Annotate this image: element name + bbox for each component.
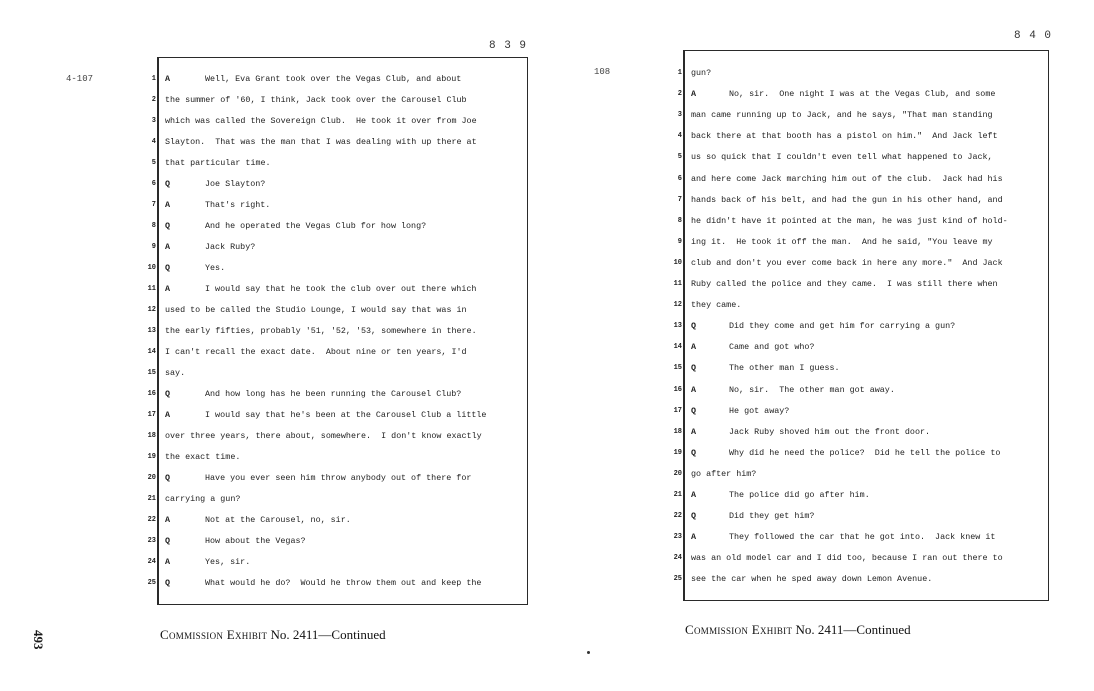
transcript-line: [147, 531, 527, 551]
speaker-label: Q: [691, 363, 697, 374]
line-text: they came.: [691, 300, 742, 311]
speaker-label: Q: [691, 405, 697, 416]
right-caption-rest: No. 2411—Continued: [795, 622, 911, 637]
transcript-line: [147, 405, 527, 425]
speaker-label: A: [165, 74, 171, 84]
line-number: 25: [673, 575, 682, 584]
line-number: 4: [151, 138, 156, 146]
transcript-line: [151, 132, 527, 152]
line-text: They followed the car that he got into. Jack knew it: [729, 532, 996, 543]
line-text: No, sir. The other man got away.: [729, 384, 895, 395]
left-page-number: 8 3 9: [489, 40, 528, 52]
line-text: That's right.: [205, 200, 271, 210]
speaker-label: Q: [691, 511, 697, 522]
line-number: 16: [147, 390, 156, 398]
line-text: He got away?: [729, 405, 790, 416]
line-text: and here come Jack marching him out of the club. Jack had his: [691, 173, 1003, 184]
transcript-line: [673, 548, 1048, 568]
line-text: back there at that booth has a pistol on him." And Jack left: [691, 131, 998, 142]
line-number: 21: [673, 491, 682, 499]
scan-speck: [587, 651, 590, 654]
line-text: man came running up to Jack, and he says, "That man standing: [691, 110, 993, 121]
line-text: Did they get him?: [729, 511, 815, 522]
transcript-line: [147, 426, 527, 446]
transcript-line: [673, 401, 1048, 421]
line-number: 14: [147, 348, 156, 356]
line-text: I would say that he took the club over out there which: [205, 284, 477, 294]
speaker-label: A: [165, 410, 171, 420]
transcript-line: [677, 147, 1048, 167]
transcript-line: [147, 468, 527, 488]
line-text: No, sir. One night I was at the Vegas Club, and some: [729, 89, 996, 100]
line-text: ing it. He took it off the man. And he said, "You leave my: [691, 236, 993, 247]
speaker-label: A: [165, 557, 171, 567]
transcript-line: [147, 258, 527, 278]
speaker-label: Q: [165, 536, 171, 546]
transcript-line: [151, 90, 527, 110]
transcript-line: [673, 337, 1048, 357]
speaker-label: A: [165, 242, 171, 252]
line-text: the summer of '60, I think, Jack took over the Carousel Club: [165, 95, 467, 105]
speaker-label: A: [691, 490, 697, 500]
right-exhibit-caption: [685, 622, 911, 638]
line-text: see the car when he sped away down Lemon Avenue.: [691, 574, 933, 585]
line-text: carrying a gun?: [165, 494, 241, 504]
line-text: Came and got who?: [729, 342, 815, 353]
transcript-line: [151, 195, 527, 215]
line-text: go after him?: [691, 468, 757, 479]
line-number: 9: [151, 243, 156, 251]
transcript-line: [147, 363, 527, 383]
speaker-label: Q: [165, 578, 171, 588]
line-text: The police did go after him.: [729, 490, 870, 500]
line-text: Well, Eva Grant took over the Vegas Club, and about: [205, 74, 462, 84]
transcript-line: [147, 279, 527, 299]
speaker-label: Q: [165, 179, 171, 189]
line-number: 11: [147, 285, 156, 293]
line-text: the exact time.: [165, 452, 241, 462]
transcript-line: [677, 169, 1048, 189]
left-caption-prefix: Commission Exhibit: [160, 627, 268, 642]
speaker-label: A: [165, 284, 171, 294]
transcript-line: [673, 316, 1048, 336]
line-text: that particular time.: [165, 158, 271, 168]
right-page-number: 8 4 0: [1014, 30, 1053, 42]
line-text: Jack Ruby?: [205, 242, 256, 252]
speaker-label: Q: [165, 221, 171, 231]
line-number: 20: [673, 469, 682, 478]
transcript-line: [151, 216, 527, 236]
speaker-label: A: [691, 426, 697, 437]
line-text: gun?: [691, 68, 712, 78]
line-text: used to be called the Studio Lounge, I would say that was in: [165, 305, 467, 315]
line-text: What would he do? Would he throw them out and keep the: [205, 578, 482, 588]
line-number: 22: [673, 512, 682, 521]
speaker-label: A: [691, 532, 697, 543]
transcript-line: [677, 84, 1048, 104]
line-number: 24: [147, 558, 156, 566]
line-number: 5: [677, 153, 682, 162]
line-number: 7: [677, 195, 682, 204]
line-number: 13: [147, 327, 156, 335]
speaker-label: Q: [165, 263, 171, 273]
line-text: over three years, there about, somewhere. I don't know exactly: [165, 431, 482, 441]
line-number: 10: [673, 258, 682, 267]
line-number: 15: [673, 364, 682, 373]
transcript-line: [677, 232, 1048, 252]
line-number: 14: [673, 343, 682, 352]
line-text: Did they come and get him for carrying a gun?: [729, 321, 956, 332]
line-text: which was called the Sovereign Club. He took it over from Joe: [165, 116, 477, 126]
transcript-line: [673, 527, 1048, 547]
line-number: 22: [147, 516, 156, 524]
line-number: 15: [147, 369, 156, 377]
speaker-label: A: [165, 200, 171, 210]
line-text: Yes.: [205, 263, 226, 273]
line-number: 21: [147, 495, 156, 503]
line-text: he didn't have it pointed at the man, he was just kind of hold-: [691, 215, 1008, 226]
line-number: 16: [673, 385, 682, 394]
line-number: 2: [151, 96, 156, 104]
line-text: Have you ever seen him throw anybody out of there for: [205, 473, 472, 483]
line-number: 8: [677, 216, 682, 225]
left-caption-rest: No. 2411—Continued: [270, 627, 386, 642]
line-number: 18: [673, 427, 682, 436]
line-number: 2: [677, 90, 682, 99]
transcript-line: [147, 447, 527, 467]
transcript-line: [677, 126, 1048, 146]
line-number: 12: [673, 301, 682, 310]
transcript-line: [147, 573, 527, 593]
transcript-line: [147, 510, 527, 530]
line-number: 4: [677, 132, 682, 141]
speaker-label: Q: [165, 473, 171, 483]
line-number: 17: [673, 406, 682, 415]
transcript-line: [147, 300, 527, 320]
transcript-line: [151, 153, 527, 173]
line-text: Not at the Carousel, no, sir.: [205, 515, 351, 525]
transcript-line: [673, 464, 1048, 484]
line-text: Yes, sir.: [205, 557, 251, 567]
line-text: say.: [165, 368, 186, 378]
line-number: 13: [673, 322, 682, 331]
line-text: And how long has he been running the Carousel Club?: [205, 389, 462, 399]
line-text: I would say that he's been at the Carousel Club a little: [205, 410, 487, 420]
transcript-line: [673, 506, 1048, 526]
line-text: I can't recall the exact date. About nine or ten years, I'd: [165, 347, 467, 357]
line-text: How about the Vegas?: [205, 536, 306, 546]
line-number: 10: [147, 264, 156, 272]
speaker-label: A: [691, 89, 697, 100]
line-number: 23: [147, 537, 156, 545]
line-number: 7: [151, 201, 156, 209]
line-number: 8: [151, 222, 156, 230]
speaker-label: Q: [165, 389, 171, 399]
transcript-line: [147, 489, 527, 509]
transcript-line: [677, 190, 1048, 210]
line-number: 19: [673, 448, 682, 457]
transcript-line: [151, 111, 527, 131]
speaker-label: A: [165, 515, 171, 525]
line-text: was an old model car and I did too, because I ran out there to: [691, 553, 1003, 564]
line-number: 6: [151, 180, 156, 188]
transcript-line: [673, 274, 1048, 294]
transcript-line: [677, 211, 1048, 231]
line-number: 11: [673, 280, 682, 288]
line-number: 23: [673, 533, 682, 542]
line-text: club and don't you ever come back in here any more." And Jack: [691, 257, 1003, 268]
left-side-note: 4-107: [66, 74, 94, 84]
line-text: And he operated the Vegas Club for how long?: [205, 221, 427, 231]
line-number: 1: [151, 75, 156, 83]
line-number-divider: [684, 51, 685, 600]
transcript-line: [673, 380, 1048, 400]
left-transcript-box: [147, 57, 528, 605]
line-number: 6: [677, 174, 682, 183]
transcript-line: [147, 321, 527, 341]
line-number: 20: [147, 474, 156, 482]
line-text: us so quick that I couldn't even tell what happened to Jack,: [691, 152, 993, 163]
line-number: 5: [151, 159, 156, 167]
transcript-line: [673, 422, 1048, 442]
line-number: 9: [677, 237, 682, 246]
line-text: Slayton. That was the man that I was dealing with up there at: [165, 137, 477, 147]
right-side-note: 108: [594, 67, 611, 77]
line-number: 19: [147, 453, 156, 461]
line-number: 17: [147, 411, 156, 419]
line-text: Ruby called the police and they came. I was still there when: [691, 279, 998, 289]
transcript-line: [151, 237, 527, 257]
line-number-divider: [158, 58, 159, 604]
line-text: Why did he need the police? Did he tell the police to: [729, 447, 1001, 458]
transcript-line: [147, 552, 527, 572]
left-exhibit-caption: [160, 627, 386, 643]
line-number: 1: [677, 69, 682, 77]
speaker-label: A: [691, 384, 697, 395]
line-text: the early fifties, probably '51, '52, '53, somewhere in there.: [165, 326, 477, 336]
transcript-line: [673, 569, 1048, 589]
transcript-line: [151, 174, 527, 194]
line-number: 18: [147, 432, 156, 440]
transcript-line: [673, 295, 1048, 315]
right-transcript-box: [673, 50, 1049, 601]
volume-page-number: 493: [31, 630, 46, 650]
line-text: Jack Ruby shoved him out the front door.: [729, 426, 931, 437]
line-text: Joe Slayton?: [205, 179, 266, 189]
line-text: The other man I guess.: [729, 363, 840, 374]
line-number: 25: [147, 579, 156, 587]
transcript-line: [673, 443, 1048, 463]
right-caption-prefix: Commission Exhibit: [685, 622, 793, 637]
line-number: 3: [151, 117, 156, 125]
line-number: 3: [677, 111, 682, 120]
speaker-label: A: [691, 342, 697, 353]
transcript-line: [147, 384, 527, 404]
transcript-line: [673, 485, 1048, 505]
line-number: 12: [147, 306, 156, 314]
transcript-line: [677, 63, 1048, 83]
speaker-label: Q: [691, 321, 697, 332]
transcript-line: [147, 342, 527, 362]
line-number: 24: [673, 554, 682, 563]
speaker-label: Q: [691, 447, 697, 458]
transcript-line: [673, 358, 1048, 378]
transcript-line: [673, 253, 1048, 273]
transcript-line: [151, 69, 527, 89]
transcript-line: [677, 105, 1048, 125]
line-text: hands back of his belt, and had the gun in his other hand, and: [691, 194, 1003, 205]
